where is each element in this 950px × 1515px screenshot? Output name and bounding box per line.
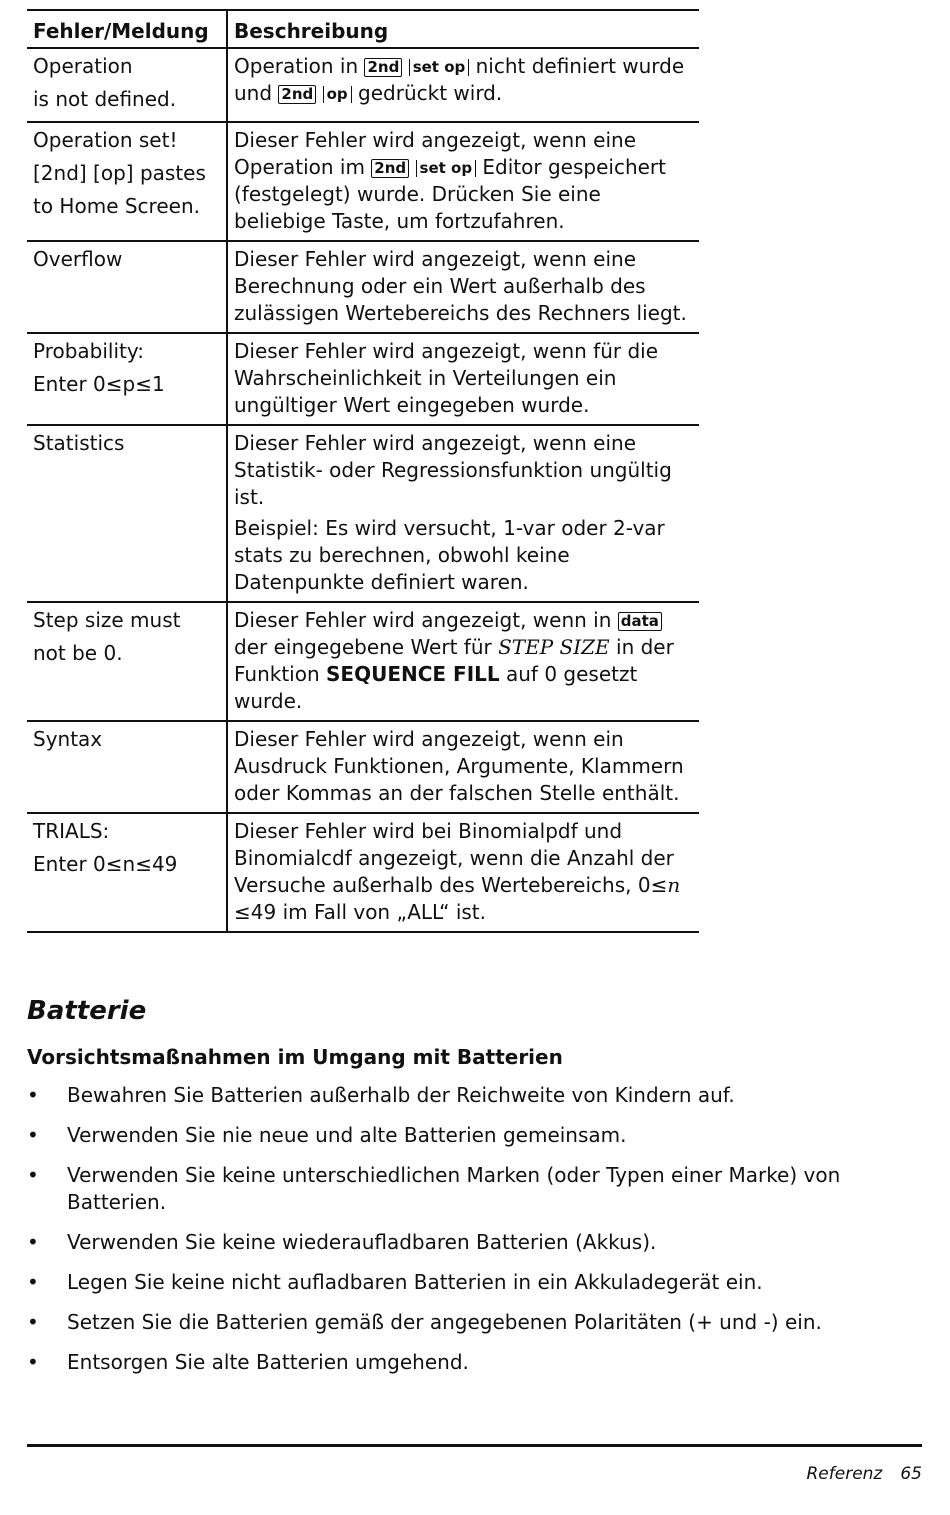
math-step-size: STEP SIZE bbox=[498, 635, 610, 659]
table-row bbox=[27, 241, 699, 333]
list-item bbox=[27, 1162, 907, 1216]
error-cell bbox=[27, 813, 227, 932]
table-row bbox=[27, 602, 699, 721]
list-item bbox=[27, 1082, 907, 1109]
table-row bbox=[27, 333, 699, 425]
error-cell bbox=[27, 425, 227, 602]
list-item-text: Verwenden Sie keine wiederaufladbaren Batterien (Akkus). bbox=[67, 1230, 657, 1254]
list-item bbox=[27, 1122, 907, 1149]
error-text: not be 0. bbox=[33, 641, 123, 665]
math-n: n bbox=[667, 873, 681, 897]
description-cell bbox=[227, 813, 699, 932]
bullet-icon: • bbox=[27, 1310, 39, 1334]
description-text: in der Funktion bbox=[234, 635, 674, 686]
description-cell bbox=[227, 425, 699, 602]
table-row bbox=[27, 122, 699, 241]
description-cell bbox=[227, 122, 699, 241]
description-example: Beispiel: Es wird versucht, 1-var oder 2-var stats zu berechnen, obwohl keine Datenpunkte definiert waren. bbox=[234, 516, 665, 594]
error-text: [2nd] [op] pastes bbox=[33, 161, 206, 185]
key-set-op-icon: set op bbox=[409, 59, 470, 76]
list-item-text: Bewahren Sie Batterien außerhalb der Reichweite von Kindern auf. bbox=[67, 1083, 735, 1107]
description-cell bbox=[227, 333, 699, 425]
description-cell bbox=[227, 602, 699, 721]
description-text: Dieser Fehler wird angezeigt, wenn ein Ausdruck Funktionen, Argumente, Klammern oder Kommas an der falschen Stelle enthält. bbox=[234, 727, 684, 805]
header-error: Fehler/Meldung bbox=[27, 10, 227, 48]
error-text: Enter 0≤n≤49 bbox=[33, 852, 178, 876]
table-header-row bbox=[27, 10, 699, 48]
bullet-icon: • bbox=[27, 1083, 39, 1107]
description-text: nicht definiert wurde und bbox=[234, 54, 685, 105]
bullet-icon: • bbox=[27, 1123, 39, 1147]
bullet-icon: • bbox=[27, 1163, 39, 1187]
section-title: Batterie bbox=[27, 996, 147, 1026]
key-2nd-icon: 2nd bbox=[371, 159, 409, 178]
error-text: is not defined. bbox=[33, 87, 177, 111]
description-text: Dieser Fehler wird angezeigt, wenn für die Wahrscheinlichkeit in Verteilungen ein ungültiger Wert eingegeben wurde. bbox=[234, 339, 659, 417]
header-description: Beschreibung bbox=[227, 10, 699, 48]
description-text: Dieser Fehler wird angezeigt, wenn eine Statistik- oder Regressionsfunktion ungültig ist. bbox=[234, 431, 672, 509]
error-text: Enter 0≤p≤1 bbox=[33, 372, 165, 396]
list-item bbox=[27, 1349, 907, 1376]
table-row bbox=[27, 48, 699, 122]
table-row bbox=[27, 425, 699, 602]
table-row bbox=[27, 813, 699, 932]
list-item-text: Entsorgen Sie alte Batterien umgehend. bbox=[67, 1350, 469, 1374]
bullet-icon: • bbox=[27, 1230, 39, 1254]
key-2nd-icon: 2nd bbox=[364, 58, 402, 77]
description-cell bbox=[227, 241, 699, 333]
list-item bbox=[27, 1229, 907, 1256]
error-text: Statistics bbox=[33, 431, 125, 455]
error-cell bbox=[27, 602, 227, 721]
footer-section-name: Referenz bbox=[806, 1464, 883, 1484]
error-text: to Home Screen. bbox=[33, 194, 200, 218]
table-row bbox=[27, 721, 699, 813]
description-cell bbox=[227, 721, 699, 813]
key-set-op-icon: set op bbox=[416, 160, 477, 177]
list-item-text: Setzen Sie die Batterien gemäß der angegebenen Polaritäten (+ und -) ein. bbox=[67, 1310, 822, 1334]
error-text: Probability: bbox=[33, 339, 145, 363]
list-item bbox=[27, 1309, 907, 1336]
page-footer bbox=[806, 1463, 922, 1485]
error-text: Operation bbox=[33, 54, 133, 78]
description-text: Editor gespeichert (festgelegt) wurde. Drücken Sie eine beliebige Taste, um fortzufahren. bbox=[234, 155, 666, 233]
list-item-text: Verwenden Sie keine unterschiedlichen Marken (oder Typen einer Marke) von Batterien. bbox=[67, 1163, 841, 1214]
list-item-text: Verwenden Sie nie neue und alte Batterien gemeinsam. bbox=[67, 1123, 627, 1147]
description-text: auf 0 gesetzt wurde. bbox=[234, 662, 638, 713]
bullet-icon: • bbox=[27, 1350, 39, 1374]
error-text: Overflow bbox=[33, 247, 123, 271]
error-text: TRIALS: bbox=[33, 819, 110, 843]
description-text: der eingegebene Wert für bbox=[234, 635, 499, 659]
function-name: SEQUENCE FILL bbox=[326, 662, 500, 686]
error-cell bbox=[27, 48, 227, 122]
list-item bbox=[27, 1269, 907, 1296]
description-text: Dieser Fehler wird bei Binomialpdf und Binomialcdf angezeigt, wenn die Anzahl der Versuche außerhalb des Wertebereichs, 0≤ bbox=[234, 819, 674, 897]
footer-divider bbox=[27, 1444, 922, 1447]
key-2nd-icon: 2nd bbox=[278, 85, 316, 104]
key-op-icon: op bbox=[323, 86, 352, 103]
key-data-icon: data bbox=[618, 612, 662, 631]
list-item-text: Legen Sie keine nicht aufladbaren Batterien in ein Akkuladegerät ein. bbox=[67, 1270, 763, 1294]
error-cell bbox=[27, 333, 227, 425]
description-cell bbox=[227, 48, 699, 122]
error-cell bbox=[27, 721, 227, 813]
bullet-icon: • bbox=[27, 1270, 39, 1294]
battery-precautions-list bbox=[27, 1082, 907, 1389]
subheading: Vorsichtsmaßnahmen im Umgang mit Batterien bbox=[27, 1045, 563, 1069]
error-cell bbox=[27, 122, 227, 241]
description-text: gedrückt wird. bbox=[351, 81, 503, 105]
description-text: Dieser Fehler wird angezeigt, wenn eine Operation im bbox=[234, 128, 636, 179]
error-cell bbox=[27, 241, 227, 333]
error-text: Operation set! bbox=[33, 128, 178, 152]
page-number: 65 bbox=[900, 1464, 922, 1484]
description-text: ≤49 im Fall von „ALL“ ist. bbox=[234, 900, 487, 924]
description-text: Dieser Fehler wird angezeigt, wenn eine Berechnung oder ein Wert außerhalb des zulässigen Wertebereichs des Rechners liegt. bbox=[234, 247, 687, 325]
error-message-table bbox=[27, 9, 699, 933]
description-text: Dieser Fehler wird angezeigt, wenn in bbox=[234, 608, 618, 632]
description-text: Operation in bbox=[234, 54, 365, 78]
error-text: Step size must bbox=[33, 608, 181, 632]
error-text: Syntax bbox=[33, 727, 103, 751]
